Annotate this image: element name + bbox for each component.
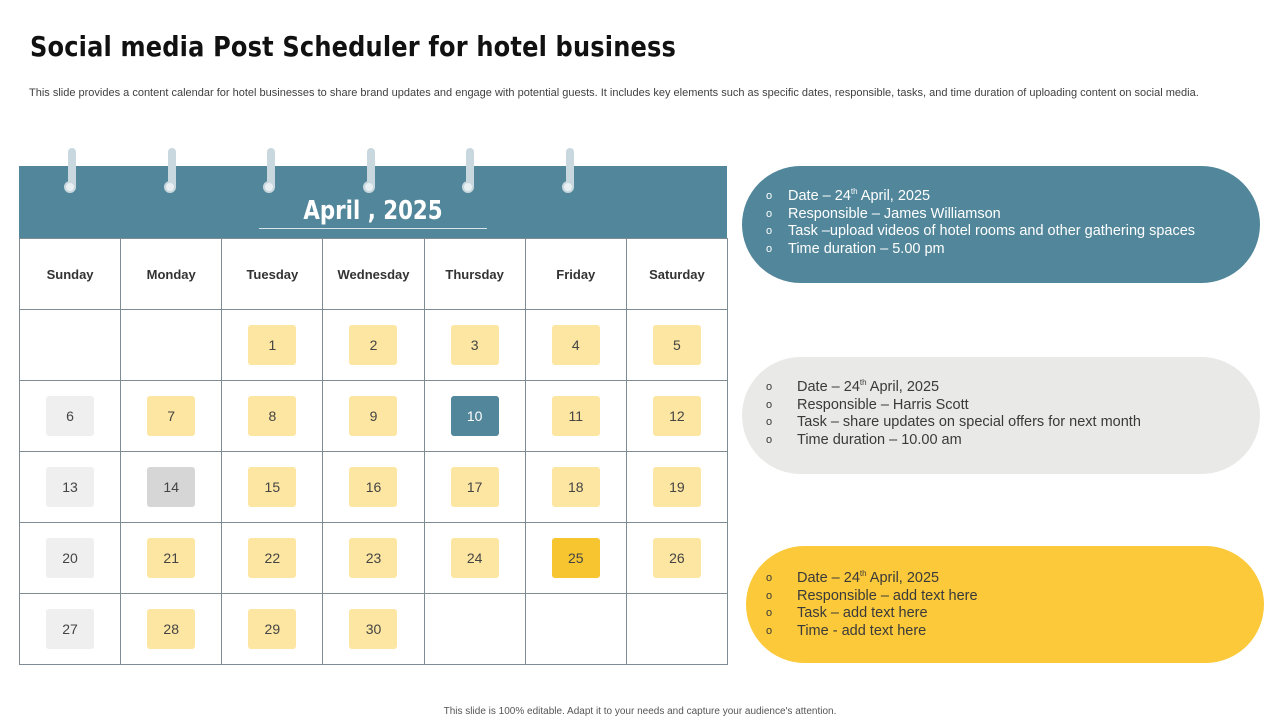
calendar-cell <box>626 594 727 665</box>
calendar-day[interactable]: 17 <box>451 467 499 507</box>
calendar-cell <box>424 381 525 452</box>
card-date: o Date – 24th April, 2025 <box>766 570 1264 588</box>
calendar-cell <box>20 523 121 594</box>
calendar-day[interactable]: 2 <box>349 325 397 365</box>
calendar-cell <box>626 523 727 594</box>
schedule-card-2 <box>742 357 1260 474</box>
calendar-day[interactable]: 28 <box>147 609 195 649</box>
calendar-cell <box>121 594 222 665</box>
calendar-cell <box>424 594 525 665</box>
calendar-cell <box>626 310 727 381</box>
calendar-day[interactable]: 3 <box>451 325 499 365</box>
card-responsible: o Responsible – Harris Scott <box>766 397 1260 415</box>
calendar-cell <box>525 452 626 523</box>
calendar-month: April , 2025 <box>259 196 487 229</box>
calendar-cell <box>323 310 424 381</box>
calendar-weeks <box>20 310 728 665</box>
slide-title: Social media Post Scheduler for hotel business <box>30 30 677 63</box>
card-time: o Time - add text here <box>766 623 1264 641</box>
card-responsible: o Responsible – add text here <box>766 588 1264 606</box>
calendar-cell <box>20 594 121 665</box>
schedule-card-3 <box>746 546 1264 663</box>
calendar-day[interactable]: 1 <box>248 325 296 365</box>
binder-ring-icon <box>466 148 474 190</box>
calendar-cell <box>222 310 323 381</box>
calendar-cell <box>20 381 121 452</box>
calendar-header <box>19 166 727 238</box>
calendar-day[interactable]: 25 <box>552 538 600 578</box>
binder-ring-icon <box>267 148 275 190</box>
calendar-day[interactable]: 26 <box>653 538 701 578</box>
calendar-cell <box>222 594 323 665</box>
calendar-day[interactable]: 16 <box>349 467 397 507</box>
card-time: o Time duration – 10.00 am <box>766 432 1260 450</box>
weekday-header: Thursday <box>424 239 525 310</box>
calendar-cell <box>121 452 222 523</box>
calendar-week-row <box>20 452 728 523</box>
calendar-day[interactable]: 23 <box>349 538 397 578</box>
weekday-header: Monday <box>121 239 222 310</box>
calendar-day[interactable]: 20 <box>46 538 94 578</box>
calendar-cell <box>424 523 525 594</box>
calendar-cell <box>222 452 323 523</box>
slide-footer: This slide is 100% editable. Adapt it to your needs and capture your audience's attention. <box>443 706 837 717</box>
card-time: o Time duration – 5.00 pm <box>766 241 1260 259</box>
binder-ring-icon <box>168 148 176 190</box>
binder-ring-icon <box>367 148 375 190</box>
calendar-day[interactable]: 4 <box>552 325 600 365</box>
calendar-grid <box>19 238 728 665</box>
calendar-day[interactable]: 10 <box>451 396 499 436</box>
calendar-cell <box>626 381 727 452</box>
calendar-cell <box>121 523 222 594</box>
card-date: o Date – 24th April, 2025 <box>766 188 1260 206</box>
calendar-day[interactable]: 12 <box>653 396 701 436</box>
calendar-day[interactable]: 29 <box>248 609 296 649</box>
binder-ring-icon <box>566 148 574 190</box>
calendar-cell <box>20 310 121 381</box>
calendar-day[interactable]: 7 <box>147 396 195 436</box>
calendar-cell <box>121 381 222 452</box>
calendar-day[interactable]: 30 <box>349 609 397 649</box>
calendar-week-row <box>20 523 728 594</box>
calendar-day[interactable]: 22 <box>248 538 296 578</box>
calendar <box>19 166 727 665</box>
calendar-cell <box>222 381 323 452</box>
calendar-cell <box>323 594 424 665</box>
calendar-day[interactable]: 27 <box>46 609 94 649</box>
calendar-rings <box>19 148 727 198</box>
calendar-day[interactable]: 13 <box>46 467 94 507</box>
calendar-cell <box>424 452 525 523</box>
calendar-day[interactable]: 11 <box>552 396 600 436</box>
calendar-day[interactable]: 6 <box>46 396 94 436</box>
weekday-header: Wednesday <box>323 239 424 310</box>
weekday-header: Tuesday <box>222 239 323 310</box>
calendar-week-row <box>20 310 728 381</box>
calendar-cell <box>626 452 727 523</box>
card-date: o Date – 24th April, 2025 <box>766 379 1260 397</box>
calendar-cell <box>323 452 424 523</box>
calendar-cell <box>20 452 121 523</box>
calendar-cell <box>323 381 424 452</box>
calendar-cell <box>525 523 626 594</box>
calendar-day[interactable]: 8 <box>248 396 296 436</box>
calendar-day[interactable]: 9 <box>349 396 397 436</box>
calendar-cell <box>222 523 323 594</box>
calendar-week-row <box>20 594 728 665</box>
calendar-day[interactable]: 19 <box>653 467 701 507</box>
calendar-cell <box>525 594 626 665</box>
slide-subtitle: This slide provides a content calendar for hotel businesses to share brand updates and engage with potential guests. It includes key elements such as specific dates, responsible, tasks, and time duration of uploading content on social media. <box>29 87 1199 99</box>
calendar-day[interactable]: 18 <box>552 467 600 507</box>
calendar-cell <box>121 310 222 381</box>
calendar-cell <box>525 310 626 381</box>
card-task: o Task –upload videos of hotel rooms and other gathering spaces <box>766 223 1260 241</box>
card-responsible: o Responsible – James Williamson <box>766 206 1260 224</box>
calendar-week-row <box>20 381 728 452</box>
card-task: o Task – add text here <box>766 605 1264 623</box>
binder-ring-icon <box>68 148 76 190</box>
weekday-header: Friday <box>525 239 626 310</box>
calendar-day[interactable]: 15 <box>248 467 296 507</box>
weekday-header: Saturday <box>626 239 727 310</box>
weekday-header: Sunday <box>20 239 121 310</box>
card-task: o Task – share updates on special offers for next month <box>766 414 1260 432</box>
calendar-cell <box>525 381 626 452</box>
calendar-day[interactable]: 24 <box>451 538 499 578</box>
calendar-cell <box>323 523 424 594</box>
calendar-day[interactable]: 5 <box>653 325 701 365</box>
calendar-day[interactable]: 14 <box>147 467 195 507</box>
schedule-card-1 <box>742 166 1260 283</box>
weekday-row <box>20 239 728 310</box>
calendar-cell <box>424 310 525 381</box>
calendar-day[interactable]: 21 <box>147 538 195 578</box>
